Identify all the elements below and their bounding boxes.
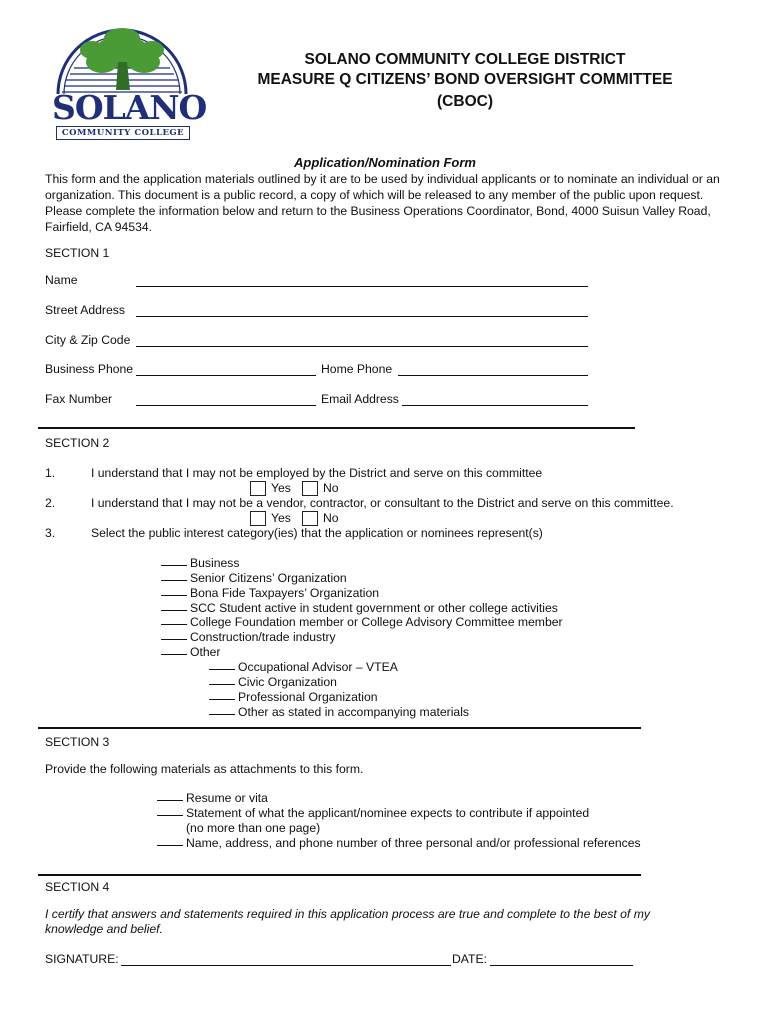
blank-line[interactable]: [209, 699, 235, 700]
item-1-yes-checkbox[interactable]: [250, 481, 266, 496]
home-phone-label: Home Phone: [321, 362, 393, 376]
section-divider: [38, 874, 641, 876]
name-field[interactable]: [136, 286, 588, 287]
category-item[interactable]: [161, 615, 563, 629]
section2-heading: SECTION 2: [45, 436, 110, 450]
blank-line[interactable]: [157, 800, 183, 801]
subcategory-item[interactable]: [209, 675, 337, 689]
item-2-text: I understand that I may not be a vendor, contractor, or consultant to the District and serve on this committee.: [91, 496, 674, 510]
blank-line[interactable]: [209, 714, 235, 715]
signature-label: SIGNATURE:: [45, 952, 119, 966]
attachment-item[interactable]: [157, 791, 268, 805]
subcategory-label: Other as stated in accompanying materials: [238, 705, 469, 719]
blank-line[interactable]: [161, 565, 187, 566]
item-1-yes-label: Yes: [271, 481, 291, 495]
category-label: Construction/trade industry: [190, 630, 336, 644]
email-label: Email Address: [321, 392, 399, 406]
category-label: SCC Student active in student government or other college activities: [190, 601, 558, 615]
city-label: City & Zip Code: [45, 333, 131, 347]
category-item[interactable]: [161, 601, 558, 615]
street-field[interactable]: [136, 316, 588, 317]
business-phone-field[interactable]: [136, 375, 316, 376]
section-divider: [38, 727, 641, 729]
item-2-number: 2.: [45, 496, 56, 510]
category-label: College Foundation member or College Advisory Committee member: [190, 615, 563, 629]
section3-instruction: Provide the following materials as attachments to this form.: [45, 762, 364, 776]
item-2-yes-label: Yes: [271, 511, 291, 525]
blank-line[interactable]: [161, 624, 187, 625]
category-label: Business: [190, 556, 240, 570]
category-item[interactable]: [161, 556, 239, 570]
item-2-no-checkbox[interactable]: [302, 511, 318, 526]
date-label: DATE:: [452, 952, 487, 966]
certification-line-2: knowledge and belief.: [45, 922, 163, 936]
section4-heading: SECTION 4: [45, 880, 110, 894]
fax-field[interactable]: [136, 405, 316, 406]
header-line-2: MEASURE Q CITIZENS’ BOND OVERSIGHT COMMITTEE: [257, 71, 673, 88]
category-item[interactable]: [161, 571, 347, 585]
attachment-label: Name, address, and phone number of three personal and/or professional references: [186, 836, 641, 850]
subcategory-item[interactable]: [209, 705, 469, 719]
home-phone-field[interactable]: [398, 375, 588, 376]
blank-line[interactable]: [161, 595, 187, 596]
attachment-item[interactable]: [157, 806, 589, 820]
subcategory-item[interactable]: [209, 660, 398, 674]
name-label: Name: [45, 273, 78, 287]
attachment-item[interactable]: [157, 836, 641, 850]
attachment-label: Statement of what the applicant/nominee expects to contribute if appointed: [186, 806, 590, 820]
section-divider: [38, 427, 635, 429]
blank-line[interactable]: [209, 669, 235, 670]
subcategory-label: Occupational Advisor – VTEA: [238, 660, 398, 674]
city-field[interactable]: [136, 346, 588, 347]
blank-line[interactable]: [157, 845, 183, 846]
subcategory-item[interactable]: [209, 690, 378, 704]
header-line-3: (CBOC): [437, 93, 493, 110]
item-2-no-label: No: [323, 511, 339, 525]
email-field[interactable]: [402, 405, 588, 406]
category-item[interactable]: [161, 630, 336, 644]
item-3-number: 3.: [45, 526, 56, 540]
category-label: Senior Citizens’ Organization: [190, 571, 347, 585]
signature-field[interactable]: [121, 965, 451, 966]
category-label: Bona Fide Taxpayers’ Organization: [190, 586, 380, 600]
blank-line[interactable]: [161, 610, 187, 611]
category-label: Other: [190, 645, 221, 659]
blank-line[interactable]: [161, 654, 187, 655]
section3-heading: SECTION 3: [45, 735, 110, 749]
logo-subtitle: COMMUNITY COLLEGE: [56, 126, 190, 140]
item-1-text: I understand that I may not be employed by the District and serve on this committee: [91, 466, 543, 480]
item-1-number: 1.: [45, 466, 56, 480]
blank-line[interactable]: [161, 580, 187, 581]
section1-heading: SECTION 1: [45, 246, 110, 260]
college-logo: [52, 22, 207, 142]
blank-line[interactable]: [209, 684, 235, 685]
certification-line-1: I certify that answers and statements required in this application process are true and complete to the best of my: [45, 907, 650, 921]
form-title: Application/Nomination Form: [294, 155, 476, 170]
category-item[interactable]: [161, 586, 379, 600]
item-2-yes-checkbox[interactable]: [250, 511, 266, 526]
blank-line[interactable]: [161, 639, 187, 640]
street-label: Street Address: [45, 303, 125, 317]
fax-label: Fax Number: [45, 392, 113, 406]
header-line-1: SOLANO COMMUNITY COLLEGE DISTRICT: [304, 51, 626, 68]
item-1-no-checkbox[interactable]: [302, 481, 318, 496]
attachment-label: Resume or vita: [186, 791, 268, 805]
attachment-note: (no more than one page): [186, 821, 321, 835]
blank-line[interactable]: [157, 815, 183, 816]
logo-wordmark: SOLANO: [52, 88, 207, 127]
item-1-no-label: No: [323, 481, 339, 495]
business-phone-label: Business Phone: [45, 362, 134, 376]
subcategory-label: Professional Organization: [238, 690, 378, 704]
intro-paragraph: This form and the application materials outlined by it are to be used by individual applicants or to nominate an individual or an organization. This document is a public record, a copy of which will be released to any member of the public upon request. Please complete the information below and return to the Business Operations Coordinator, Bond, 4000 Suisun Valley Road, Fairfield, CA 94534.: [45, 172, 720, 234]
subcategory-label: Civic Organization: [238, 675, 337, 689]
category-item[interactable]: [161, 645, 220, 659]
item-3-text: Select the public interest category(ies) that the application or nominees represent(s): [91, 526, 543, 540]
date-field[interactable]: [490, 965, 633, 966]
